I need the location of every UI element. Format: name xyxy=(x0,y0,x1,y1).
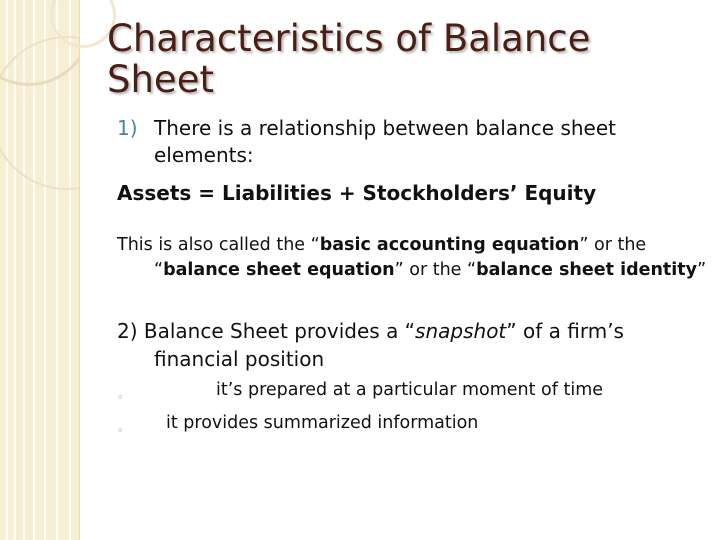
numbered-point-2 xyxy=(117,317,707,373)
sub-bullet-text: it provides summarized information xyxy=(166,413,479,433)
sub-bullet xyxy=(117,378,707,403)
numbered-point-1 xyxy=(117,115,707,169)
sub-bullet-text: it’s prepared at a particular moment of time xyxy=(216,380,604,400)
text-fragment: ” or the “ xyxy=(154,235,647,280)
term-basic-accounting-equation: basic accounting equation xyxy=(319,235,580,255)
slide-body xyxy=(117,115,707,436)
term-balance-sheet-identity: balance sheet identity xyxy=(476,260,698,280)
slide-title: Characteristics of Balance Sheet xyxy=(107,17,591,101)
snapshot-emphasis: snapshot xyxy=(415,319,507,343)
accounting-equation: Assets = Liabilities + Stockholders’ Equity xyxy=(117,181,597,205)
decorative-side-strip xyxy=(0,0,80,540)
text-fragment: ” or the “ xyxy=(394,260,477,280)
bullet-icon: ◦ xyxy=(117,424,124,437)
text-fragment: ” of a firm’s financial position xyxy=(154,319,624,371)
point-1-text: There is a relationship between balance sheet elements: xyxy=(154,116,616,167)
decorative-ring xyxy=(0,36,80,190)
sub-bullet xyxy=(117,411,707,436)
term-balance-sheet-equation: balance sheet equation xyxy=(163,260,395,280)
bullet-icon: ◦ xyxy=(117,391,124,404)
text-fragment: This is also called the “ xyxy=(117,235,320,255)
text-fragment: 2) Balance Sheet provides a “ xyxy=(117,319,416,343)
equation-names-paragraph xyxy=(117,233,707,283)
text-fragment: ” xyxy=(697,260,707,280)
list-number: 1) xyxy=(117,116,138,140)
